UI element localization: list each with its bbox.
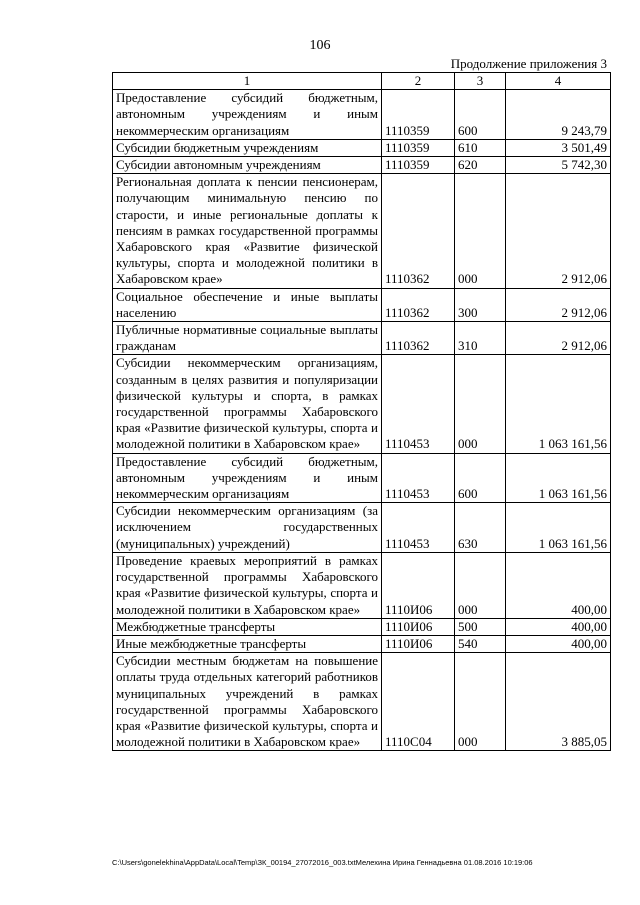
table-row bbox=[113, 139, 611, 156]
row-vr-cell: 310 bbox=[455, 322, 506, 355]
row-amount-cell: 2 912,06 bbox=[506, 174, 611, 288]
row-vr-cell: 600 bbox=[455, 453, 506, 503]
table-row bbox=[113, 453, 611, 503]
row-name-cell: Проведение краевых мероприятий в рамках государственной программы Хабаровского края «Развитие физической культуры, спорта и молодежной политики в Хабаровском крае» bbox=[113, 552, 382, 618]
row-name-cell: Субсидии некоммерческим организациям (за исключением государственных (муниципальных) учреждений) bbox=[113, 503, 382, 553]
row-amount-cell: 400,00 bbox=[506, 635, 611, 652]
row-code-cell: 1110362 bbox=[382, 288, 455, 321]
row-name-cell: Межбюджетные трансферты bbox=[113, 618, 382, 635]
row-amount-cell: 1 063 161,56 bbox=[506, 355, 611, 453]
row-amount-cell: 400,00 bbox=[506, 552, 611, 618]
row-name-cell: Иные межбюджетные трансферты bbox=[113, 635, 382, 652]
table-row bbox=[113, 157, 611, 174]
header-col-1: 1 bbox=[113, 73, 382, 90]
row-name-cell: Предоставление субсидий бюджетным, автономным учреждениям и иным некоммерческим организациям bbox=[113, 453, 382, 503]
row-vr-cell: 600 bbox=[455, 90, 506, 140]
row-amount-cell: 2 912,06 bbox=[506, 288, 611, 321]
header-col-3: 3 bbox=[455, 73, 506, 90]
row-code-cell: 1110359 bbox=[382, 90, 455, 140]
continuation-label: Продолжение приложения 3 bbox=[450, 56, 607, 71]
header-col-2: 2 bbox=[382, 73, 455, 90]
row-name-cell: Субсидии бюджетным учреждениям bbox=[113, 139, 382, 156]
row-vr-cell: 610 bbox=[455, 139, 506, 156]
row-vr-cell: 000 bbox=[455, 174, 506, 288]
row-code-cell: 1110359 bbox=[382, 157, 455, 174]
row-name-cell: Публичные нормативные социальные выплаты гражданам bbox=[113, 322, 382, 355]
row-vr-cell: 500 bbox=[455, 618, 506, 635]
row-code-cell: 1110453 bbox=[382, 503, 455, 553]
row-code-cell: 1110И06 bbox=[382, 635, 455, 652]
row-amount-cell: 1 063 161,56 bbox=[506, 453, 611, 503]
table-body bbox=[113, 90, 611, 751]
table-row bbox=[113, 90, 611, 140]
row-amount-cell: 2 912,06 bbox=[506, 322, 611, 355]
row-code-cell: 1110362 bbox=[382, 174, 455, 288]
table-row bbox=[113, 618, 611, 635]
table-row bbox=[113, 355, 611, 453]
row-amount-cell: 400,00 bbox=[506, 618, 611, 635]
row-vr-cell: 620 bbox=[455, 157, 506, 174]
row-vr-cell: 540 bbox=[455, 635, 506, 652]
table-row bbox=[113, 174, 611, 288]
row-amount-cell: 3 885,05 bbox=[506, 653, 611, 751]
row-vr-cell: 630 bbox=[455, 503, 506, 553]
row-code-cell: 1110453 bbox=[382, 453, 455, 503]
row-vr-cell: 000 bbox=[455, 653, 506, 751]
row-name-cell: Социальное обеспечение и иные выплаты населению bbox=[113, 288, 382, 321]
table-row bbox=[113, 503, 611, 553]
table-row bbox=[113, 322, 611, 355]
row-code-cell: 1110362 bbox=[382, 322, 455, 355]
file-path-footer: C:\Users\gonelekhina\AppData\Local\Temp\ЗК_00194_27072016_003.txtМелехина Ирина Геннадьевна 01.08.2016 10:19:06 bbox=[112, 858, 533, 867]
row-amount-cell: 3 501,49 bbox=[506, 139, 611, 156]
row-amount-cell: 9 243,79 bbox=[506, 90, 611, 140]
row-code-cell: 1110359 bbox=[382, 139, 455, 156]
row-vr-cell: 000 bbox=[455, 552, 506, 618]
table-row bbox=[113, 653, 611, 751]
budget-table bbox=[112, 72, 611, 751]
table-row bbox=[113, 288, 611, 321]
row-code-cell: 1110И06 bbox=[382, 618, 455, 635]
row-code-cell: 1110И06 bbox=[382, 552, 455, 618]
page-number: 106 bbox=[309, 38, 331, 53]
table-row bbox=[113, 552, 611, 618]
table-row bbox=[113, 635, 611, 652]
row-name-cell: Субсидии автономным учреждениям bbox=[113, 157, 382, 174]
row-name-cell: Предоставление субсидий бюджетным, автономным учреждениям и иным некоммерческим организациям bbox=[113, 90, 382, 140]
row-name-cell: Субсидии местным бюджетам на повышение оплаты труда отдельных категорий работников муниципальных учреждений в рамках государственной программы Хабаровского края «Развитие физической культуры, спорта и молодежной политики в Хабаровском крае» bbox=[113, 653, 382, 751]
header-col-4: 4 bbox=[506, 73, 611, 90]
row-vr-cell: 000 bbox=[455, 355, 506, 453]
row-amount-cell: 5 742,30 bbox=[506, 157, 611, 174]
row-vr-cell: 300 bbox=[455, 288, 506, 321]
row-amount-cell: 1 063 161,56 bbox=[506, 503, 611, 553]
header-row bbox=[113, 73, 611, 90]
row-code-cell: 1110453 bbox=[382, 355, 455, 453]
row-name-cell: Субсидии некоммерческим организациям, созданным в целях развития и популяризации физической культуры и спорта, в рамках государственной программы Хабаровского края «Развитие физической культуры, спорта и молодежной политики в Хабаровском крае» bbox=[113, 355, 382, 453]
row-name-cell: Региональная доплата к пенсии пенсионерам, получающим минимальную пенсию по старости, и иные региональные доплаты к пенсиям в рамках государственной программы Хабаровского края «Развитие физической культуры, спорта и молодежной политики в Хабаровском крае» bbox=[113, 174, 382, 288]
row-code-cell: 1110С04 bbox=[382, 653, 455, 751]
